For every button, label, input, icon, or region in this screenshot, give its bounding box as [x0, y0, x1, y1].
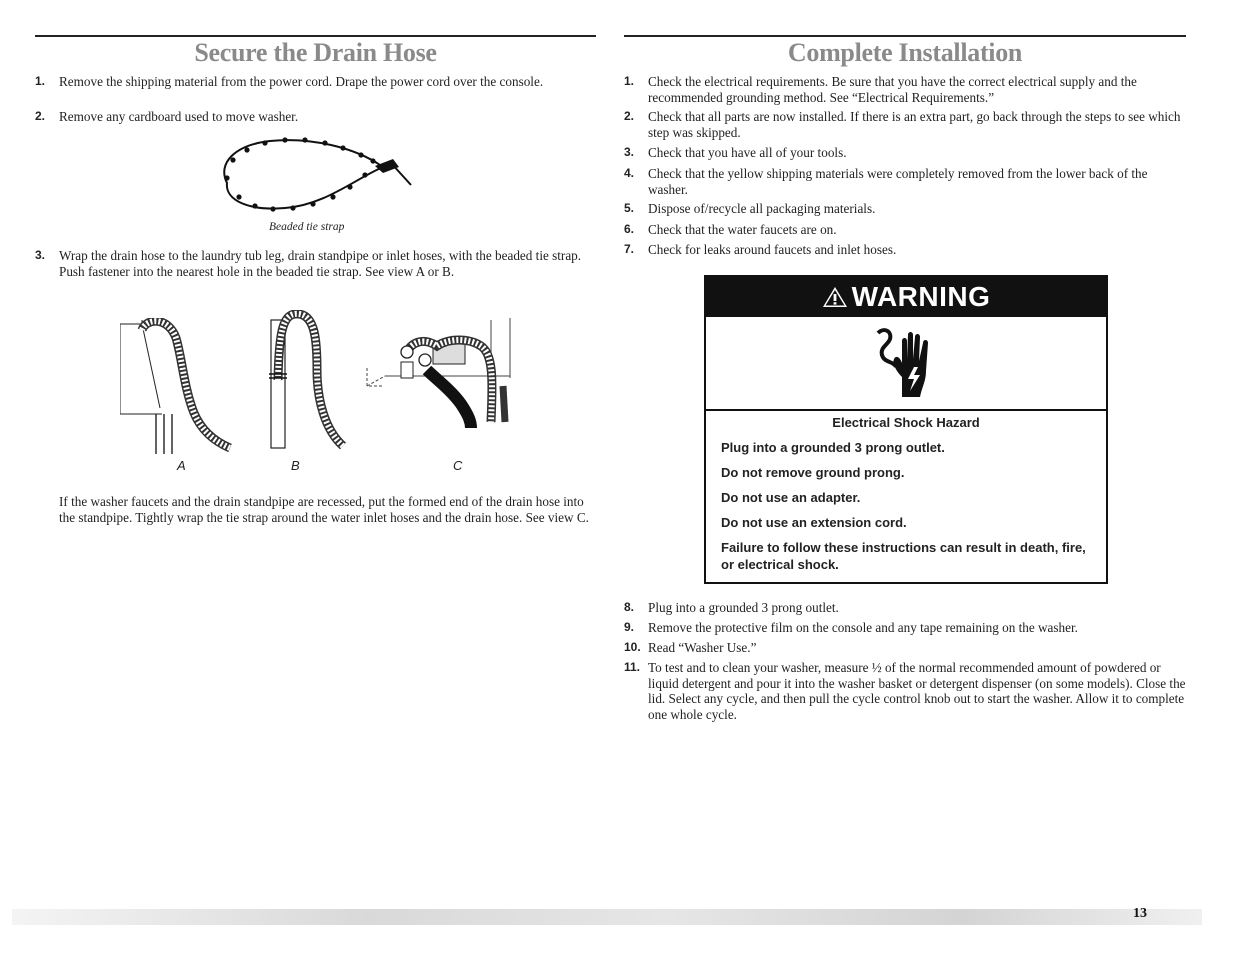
warning-icon-row [706, 317, 1106, 411]
recessed-note: If the washer faucets and the drain standpipe are recessed, put the formed end of the drain hose into the standpipe. Tightly wrap the tie strap around the water inlet hoses and the drain hose. See view C. [59, 494, 589, 525]
step-number: 8. [624, 600, 635, 614]
section-heading: Complete Installation [787, 38, 1023, 67]
step-text: Remove any cardboard used to move washer. [59, 109, 299, 124]
warning-line: Do not use an adapter. [721, 490, 861, 505]
list-item [624, 222, 1186, 238]
step-number: 3. [624, 145, 635, 159]
step-number: 2. [35, 109, 46, 123]
step-number: 1. [624, 74, 635, 88]
list-item [624, 201, 1186, 217]
section-rule [35, 35, 596, 37]
beaded-tie-strap-illustration [215, 133, 415, 218]
section-rule [624, 35, 1186, 37]
section-heading: Secure the Drain Hose [194, 38, 437, 67]
list-item [624, 660, 1186, 722]
hazard-title: Electrical Shock Hazard [832, 415, 980, 430]
step-number: 10. [624, 640, 641, 654]
view-label-c: C [453, 458, 463, 473]
list-item [624, 600, 1186, 616]
step-number: 11. [624, 660, 641, 674]
step-number: 5. [624, 201, 635, 215]
step-text: Check the electrical requirements. Be sure that you have the correct electrical supply and the recommended grounding method. See “Electrical Requirements.” [648, 74, 1137, 105]
step-text: Check for leaks around faucets and inlet hoses. [648, 242, 897, 257]
warning-box [704, 275, 1108, 584]
view-b-illustration [267, 310, 347, 450]
step-text: Check that all parts are now installed. If there is an extra part, go back through the steps to see which step was skipped. [648, 109, 1181, 140]
list-item [624, 109, 1186, 140]
step-text: Remove the shipping material from the power cord. Drape the power cord over the console. [59, 74, 544, 89]
warning-line: Do not use an extension cord. [721, 515, 907, 530]
step-number: 3. [35, 248, 46, 262]
step-number: 6. [624, 222, 635, 236]
step-text: Read “Washer Use.” [648, 640, 757, 655]
warning-line: Do not remove ground prong. [721, 465, 905, 480]
list-item [624, 166, 1186, 197]
list-item [35, 248, 596, 279]
warning-header [706, 277, 1106, 317]
list-item [624, 620, 1186, 636]
list-item [624, 145, 1186, 161]
page-number: 13 [1133, 906, 1147, 921]
warning-triangle-icon [822, 285, 848, 309]
view-a-illustration [120, 318, 232, 456]
view-c-illustration [365, 318, 515, 433]
tie-strap-caption: Beaded tie strap [269, 221, 345, 233]
list-item [624, 242, 1186, 258]
view-label-b: B [291, 458, 300, 473]
step-number: 7. [624, 242, 635, 256]
step-text: Dispose of/recycle all packaging materials. [648, 201, 876, 216]
step-text: Plug into a grounded 3 prong outlet. [648, 600, 839, 615]
list-item [624, 74, 1186, 105]
step-text: Remove the protective film on the console and any tape remaining on the washer. [648, 620, 1078, 635]
view-label-a: A [177, 458, 186, 473]
step-text: Check that you have all of your tools. [648, 145, 847, 160]
warning-title: WARNING [851, 281, 991, 312]
step-number: 9. [624, 620, 635, 634]
list-item [35, 74, 596, 90]
footer-band [12, 909, 1202, 925]
step-number: 2. [624, 109, 635, 123]
list-item [624, 640, 1186, 656]
electrical-shock-hand-icon [874, 327, 938, 399]
warning-line: Failure to follow these instructions can result in death, fire, or electrical shock. [721, 540, 1086, 572]
step-text: Check that the water faucets are on. [648, 222, 837, 237]
step-text: To test and to clean your washer, measure ½ of the normal recommended amount of powdered or liquid detergent and pour it into the washer basket or detergent dispenser (on some models). Close the lid. Select any cycle, and then pull the cycle control knob out to start the washer. Allow it to complete one whole cycle. [648, 660, 1186, 722]
step-number: 1. [35, 74, 46, 88]
step-text: Wrap the drain hose to the laundry tub leg, drain standpipe or inlet hoses, with the beaded tie strap. Push fastener into the nearest hole in the beaded tie strap. See view A or B. [59, 248, 582, 279]
warning-line: Plug into a grounded 3 prong outlet. [721, 440, 945, 455]
warning-body [721, 414, 1091, 581]
step-text: Check that the yellow shipping materials were completely removed from the lower back of the washer. [648, 166, 1148, 197]
step-number: 4. [624, 166, 635, 180]
list-item [35, 109, 596, 125]
